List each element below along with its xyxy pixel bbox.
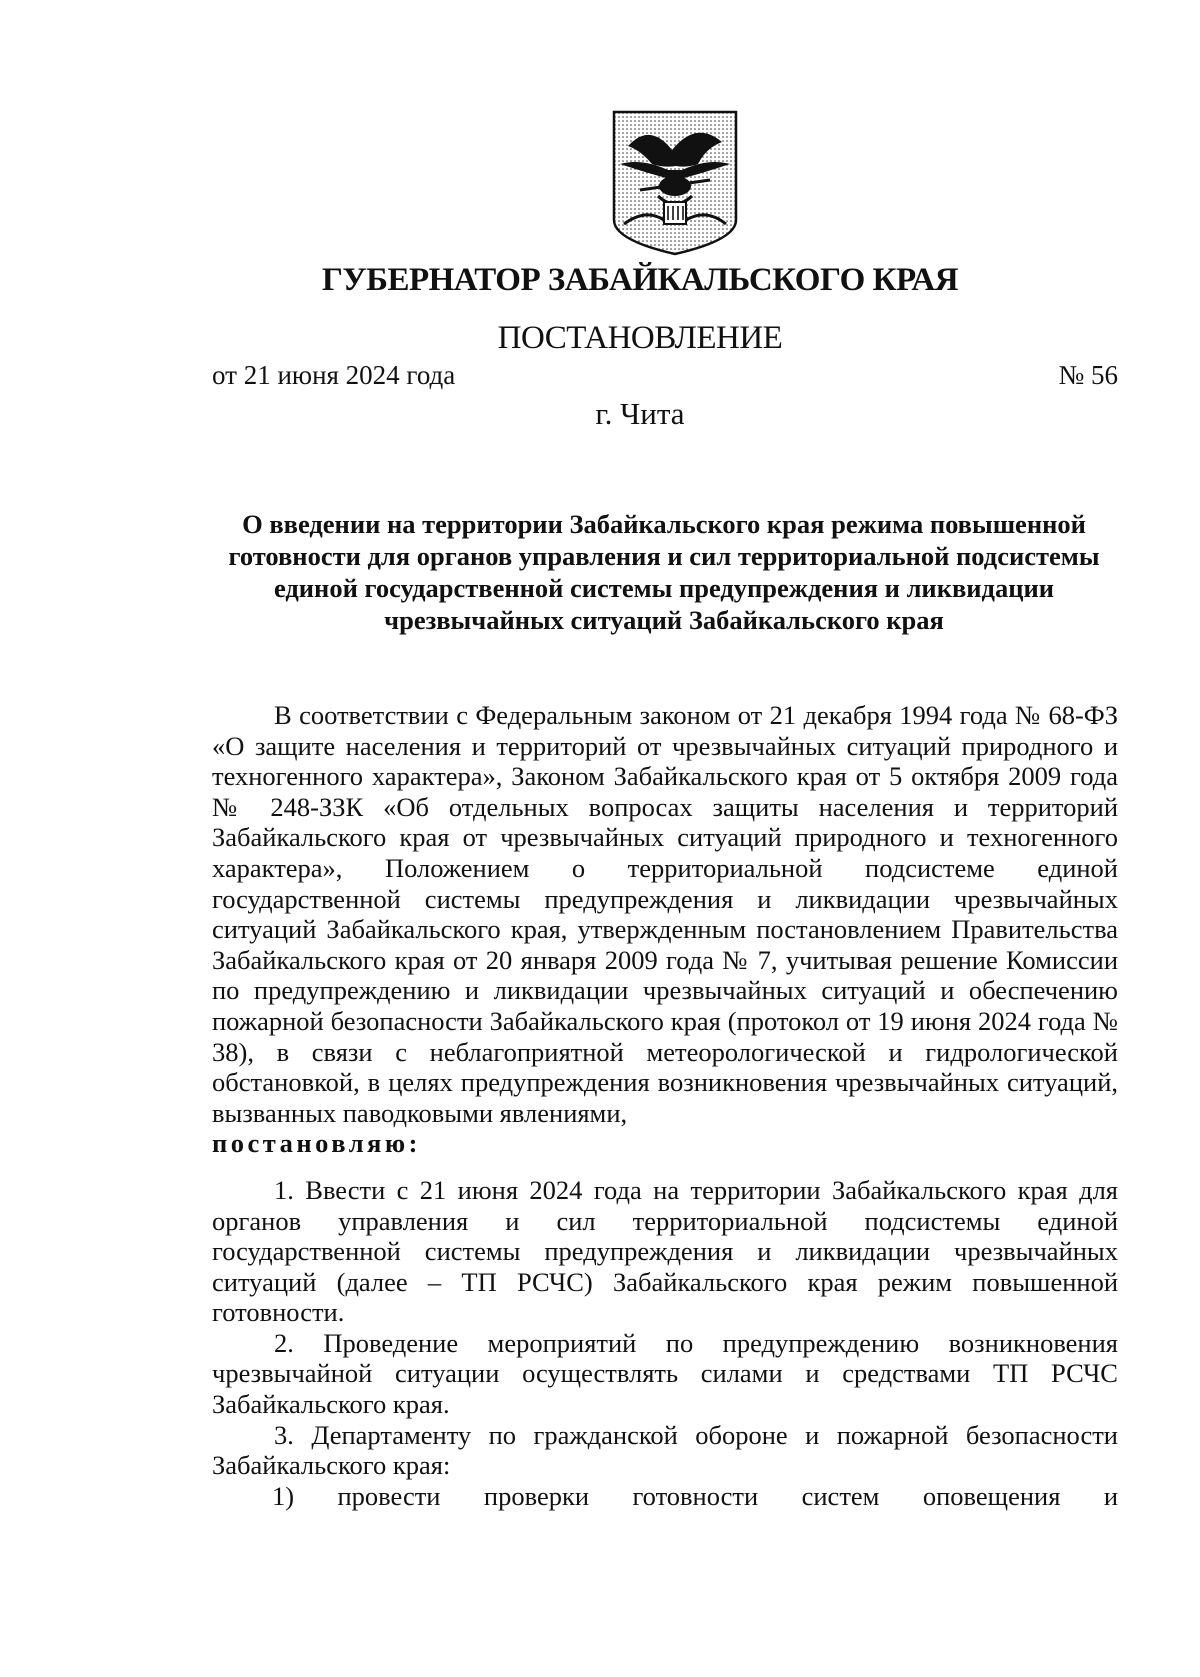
document-date: от 21 июня 2024 года xyxy=(212,360,456,390)
decree-word: постановляю: xyxy=(212,1128,421,1159)
subitem-word: оповещения xyxy=(922,1480,1061,1511)
subitem-line xyxy=(212,1481,1118,1512)
subitem-number: 1) xyxy=(272,1480,295,1511)
preamble-paragraph xyxy=(212,700,1118,1128)
subitem-word: проверки xyxy=(483,1480,590,1511)
subitem-word: провести xyxy=(337,1480,441,1511)
item-paragraph: 3. Департаменту по гражданской обороне и пожарной безопасности Забайкальского края: xyxy=(212,1419,1118,1481)
item-paragraph: 2. Проведение мероприятий по предупреждению возникновения чрезвычайной ситуации осуществлять силами и средствами ТП РСЧС Забайкальского края. xyxy=(212,1327,1118,1420)
coat-of-arms-icon xyxy=(610,108,740,258)
preamble-text: В соответствии с Федеральным законом от 21 декабря 1994 года № 68-ФЗ «О защите населения и территорий от чрезвычайных ситуаций природного и техногенного характера», Законом Забайкальского края от 5 октября 2009 года № 248-ЗЗК «Об отдельных вопросах защиты населения и территорий Забайкальского края от чрезвычайных ситуаций природного и техногенного характера», Положением о территориальной подсистеме единой государственной системы предупреждения и ликвидации чрезвычайных ситуаций Забайкальского края, утвержденным постановлением Правительства Забайкальского края от 20 января 2009 года № 7, учитывая решение Комиссии по предупреждению и ликвидации чрезвычайных ситуаций и обеспечению пожарной безопасности Забайкальского края (протокол от 19 июня 2024 года № 38), в связи с неблагоприятной метеорологической и гидрологической обстановкой, в целях предупреждения возникновения чрезвычайных ситуаций, вызванных паводковыми явлениями, xyxy=(212,700,1118,1128)
subitem-word: готовности xyxy=(632,1480,759,1511)
document-type: ПОСТАНОВЛЕНИЕ xyxy=(497,320,783,356)
issuing-authority: ГУБЕРНАТОР ЗАБАЙКАЛЬСКОГО КРАЯ xyxy=(321,262,959,298)
document-city: г. Чита xyxy=(595,396,685,431)
document-number: № 56 xyxy=(1058,360,1118,390)
subitem-word: систем xyxy=(801,1480,880,1511)
document-title: О введении на территории Забайкальского края режима повышенной готовности для органов управления и сил территориальной подсистемы единой государственной системы предупреждения и ликвидации чрезвычайных ситуаций Забайкальского края xyxy=(228,509,1100,635)
document-body xyxy=(212,700,1118,1511)
subitem-word: и xyxy=(1103,1480,1118,1511)
item-paragraph: 1. Ввести с 21 июня 2024 года на территории Забайкальского края для органов управления и сил территориальной подсистемы единой государственной системы предупреждения и ликвидации чрезвычайных ситуаций (далее – ТП РСЧС) Забайкальского края режим повышенной готовности. xyxy=(212,1174,1118,1328)
